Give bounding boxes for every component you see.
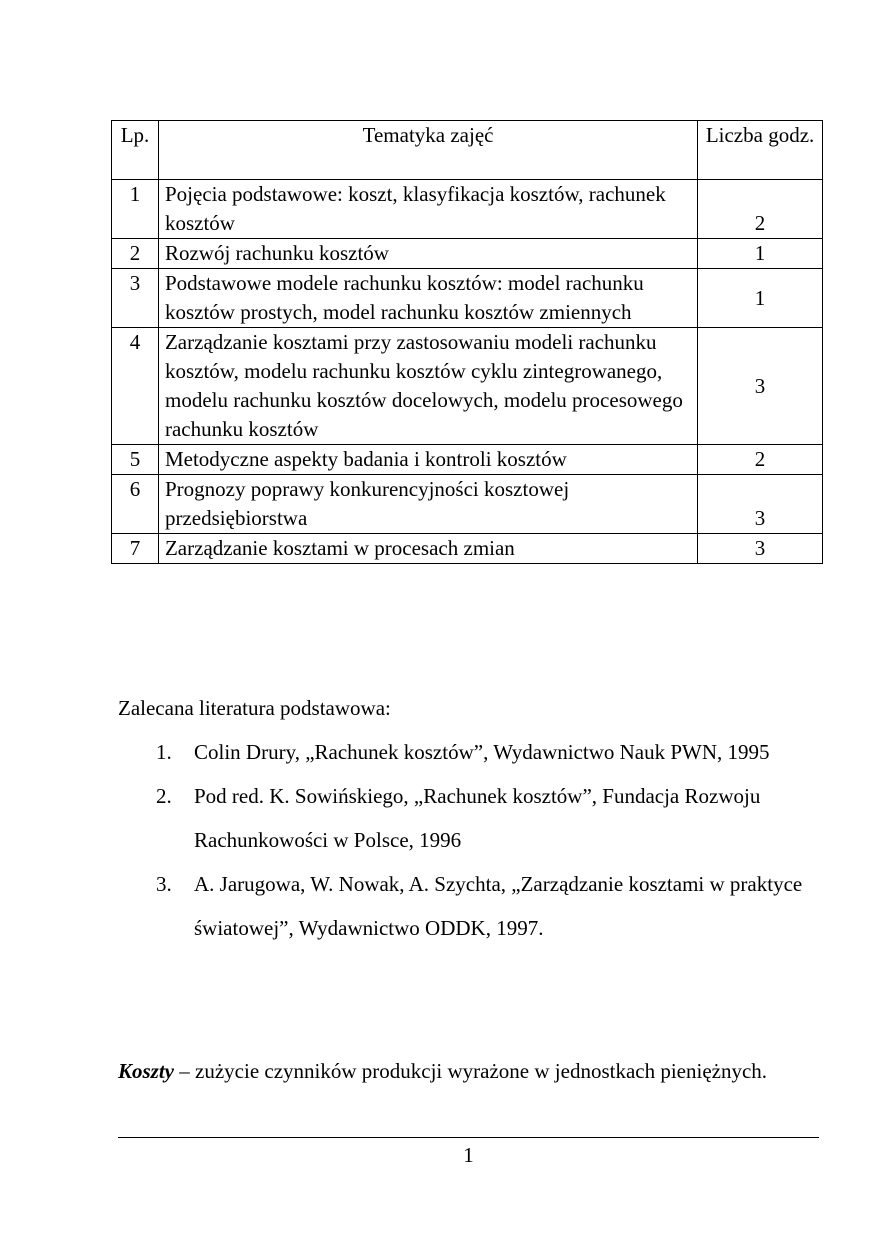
table-row bbox=[112, 269, 823, 328]
row-number: 1 bbox=[112, 180, 159, 239]
table-row bbox=[112, 239, 823, 269]
row-number: 3 bbox=[112, 269, 159, 328]
definition-term: Koszty bbox=[118, 1059, 175, 1083]
row-number: 2 bbox=[112, 239, 159, 269]
row-number: 6 bbox=[112, 475, 159, 534]
table-row bbox=[112, 445, 823, 475]
page-number: 1 bbox=[463, 1143, 474, 1167]
row-topic: Pojęcia podstawowe: koszt, klasyfikacja kosztów, rachunek kosztów bbox=[158, 180, 697, 239]
list-item-text: A. Jarugowa, W. Nowak, A. Szychta, „Zarządzanie kosztami w praktyce światowej”, Wydawnictwo ODDK, 1997. bbox=[194, 872, 803, 940]
row-topic: Rozwój rachunku kosztów bbox=[158, 239, 697, 269]
row-hours: 3 bbox=[698, 475, 823, 534]
list-item-text: Colin Drury, „Rachunek kosztów”, Wydawnictwo Nauk PWN, 1995 bbox=[194, 740, 770, 764]
row-number: 4 bbox=[112, 328, 159, 445]
literature-section bbox=[118, 686, 818, 950]
list-item bbox=[118, 774, 818, 862]
literature-list bbox=[118, 730, 818, 950]
row-hours: 1 bbox=[698, 239, 823, 269]
row-number: 7 bbox=[112, 534, 159, 564]
row-topic: Podstawowe modele rachunku kosztów: model rachunku kosztów prostych, model rachunku kosztów zmiennych bbox=[158, 269, 697, 328]
list-item bbox=[118, 862, 818, 950]
literature-heading: Zalecana literatura podstawowa: bbox=[118, 696, 391, 720]
table-row bbox=[112, 475, 823, 534]
row-topic: Zarządzanie kosztami przy zastosowaniu modeli rachunku kosztów, modelu rachunku kosztów cyklu zintegrowanego, modelu rachunku kosztów docelowych, modelu procesowego rachunku kosztów bbox=[158, 328, 697, 445]
row-topic: Prognozy poprawy konkurencyjności kosztowej przedsiębiorstwa bbox=[158, 475, 697, 534]
list-item-number: 2. bbox=[156, 784, 172, 808]
header-hours: Liczba godz. bbox=[698, 121, 823, 180]
row-topic: Zarządzanie kosztami w procesach zmian bbox=[158, 534, 697, 564]
row-topic: Metodyczne aspekty badania i kontroli kosztów bbox=[158, 445, 697, 475]
list-item-text: Pod red. K. Sowińskiego, „Rachunek kosztów”, Fundacja Rozwoju Rachunkowości w Polsce, 1996 bbox=[194, 784, 761, 852]
list-item-number: 1. bbox=[156, 740, 172, 764]
table-row bbox=[112, 328, 823, 445]
topics-table bbox=[111, 120, 823, 564]
row-hours: 3 bbox=[698, 328, 823, 445]
row-hours: 1 bbox=[698, 269, 823, 328]
table-row bbox=[112, 534, 823, 564]
definition-paragraph bbox=[118, 1049, 808, 1093]
list-item-number: 3. bbox=[156, 872, 172, 896]
row-number: 5 bbox=[112, 445, 159, 475]
definition-text: – zużycie czynników produkcji wyrażone w jednostkach pieniężnych. bbox=[174, 1059, 768, 1083]
list-item bbox=[118, 730, 818, 774]
footer-divider bbox=[118, 1137, 819, 1138]
row-hours: 2 bbox=[698, 445, 823, 475]
row-hours: 2 bbox=[698, 180, 823, 239]
table-header-row bbox=[112, 121, 823, 180]
row-hours: 3 bbox=[698, 534, 823, 564]
header-topic: Tematyka zajęć bbox=[158, 121, 697, 180]
table-row bbox=[112, 180, 823, 239]
header-lp: Lp. bbox=[112, 121, 159, 180]
